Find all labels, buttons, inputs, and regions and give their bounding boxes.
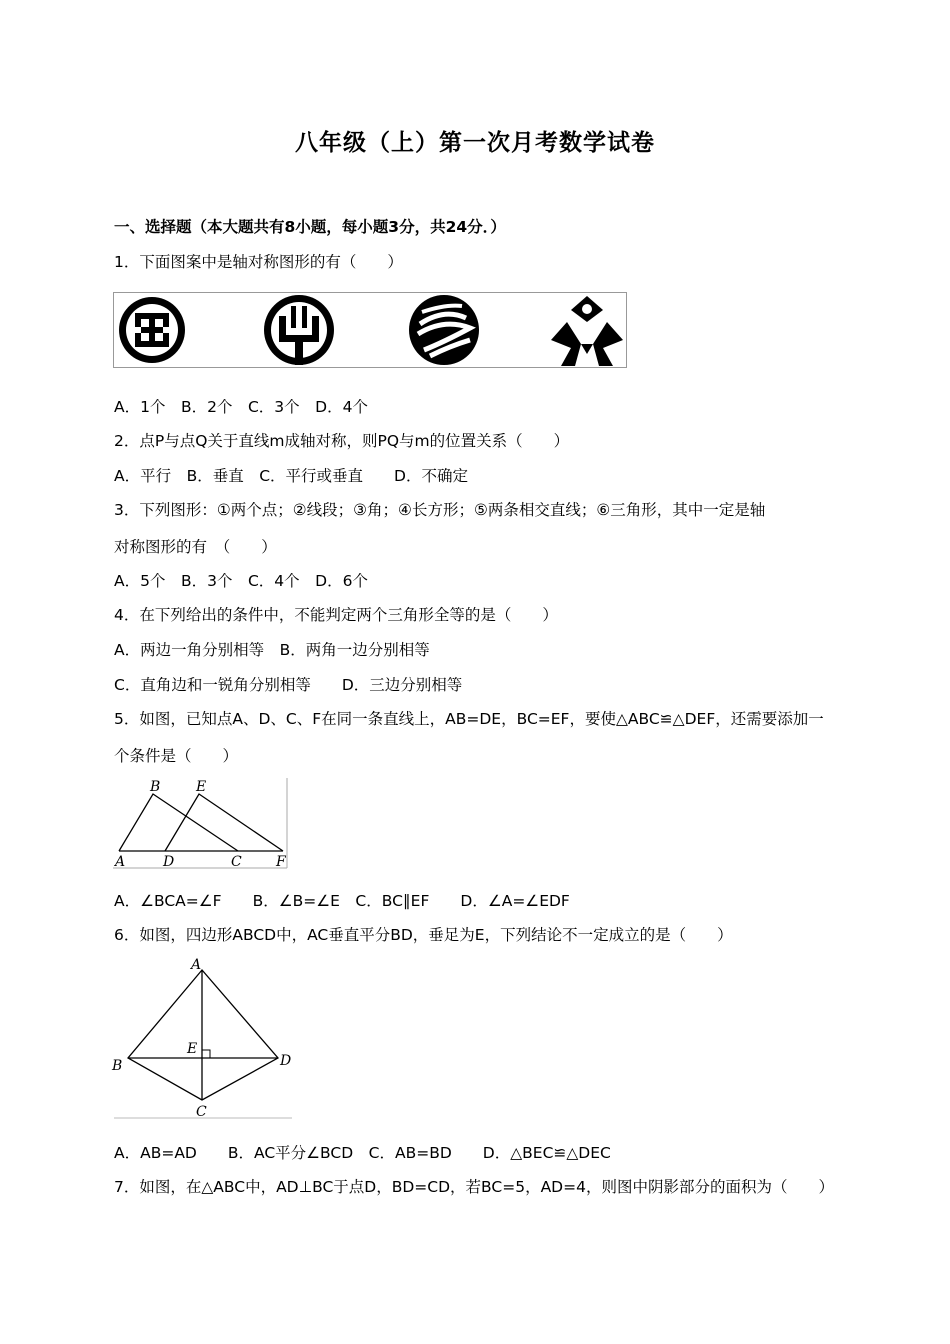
question-3-stem-line1: 3．下列图形：①两个点；②线段；③角；④长方形；⑤两条相交直线；⑥三角形，其中一定是轴 (114, 501, 766, 519)
question-1-figure (113, 292, 627, 368)
question-6-figure (108, 952, 294, 1122)
label-e: E (196, 779, 207, 795)
page-title: 八年级（上）第一次月考数学试卷 (295, 130, 655, 156)
question-5-options: A．∠BCA=∠F B．∠B=∠E C．BC∥EF D．∠A=∠EDF (114, 892, 570, 910)
question-3-options: A．5个 B．3个 C．4个 D．6个 (114, 572, 368, 590)
bank-logo-icbc-icon (119, 297, 185, 363)
question-4-stem: 4．在下列给出的条件中，不能判定两个三角形全等的是（ ） (114, 606, 558, 624)
question-2-stem: 2．点P与点Q关于直线m成轴对称，则PQ与m的位置关系（ ） (114, 432, 570, 450)
question-6-stem: 6．如图，四边形ABCD中，AC垂直平分BD，垂足为E，下列结论不一定成立的是（ ） (114, 926, 733, 944)
question-4-options-line2: C．直角边和一锐角分别相等 D．三边分别相等 (114, 676, 463, 694)
label-a: A (115, 854, 126, 870)
question-1-stem: 1．下面图案中是轴对称图形的有（ ） (114, 253, 403, 271)
question-7-stem: 7．如图，在△ABC中，AD⊥BC于点D，BD=CD，若BC=5，AD=4，则图中阴影部分的面积为（ ） (114, 1178, 834, 1196)
question-5-figure (113, 776, 289, 870)
label-b: B (112, 1058, 123, 1074)
question-3-stem-line2: 对称图形的有 （ ） (114, 538, 277, 556)
question-5-stem-line1: 5．如图，已知点A、D、C、F在同一条直线上，AB=DE，BC=EF，要使△ABC≌△DEF，还需要添加一 (114, 710, 824, 728)
label-f: F (276, 854, 286, 870)
label-e: E (187, 1041, 198, 1057)
question-4-options-line1: A．两边一角分别相等 B．两角一边分别相等 (114, 641, 430, 659)
label-d: D (280, 1053, 292, 1069)
label-c: C (196, 1104, 207, 1120)
question-6-options: A．AB=AD B．AC平分∠BCD C．AB=BD D．△BEC≌△DEC (114, 1144, 611, 1162)
bank-logo-ccb-icon (551, 296, 623, 366)
question-2-options: A．平行 B．垂直 C．平行或垂直 D．不确定 (114, 467, 468, 485)
question-5-stem-line2: 个条件是（ ） (114, 747, 239, 765)
question-1-options: A．1个 B．2个 C．3个 D．4个 (114, 398, 368, 416)
section-heading: 一、选择题（本大题共有8小题，每小题3分，共24分．） (114, 218, 506, 236)
china-mobile-logo-icon (409, 295, 479, 365)
bank-logo-abc-icon (264, 295, 334, 365)
label-c: C (231, 854, 242, 870)
label-a: A (191, 957, 202, 973)
label-d: D (163, 854, 175, 870)
label-b: B (150, 779, 161, 795)
